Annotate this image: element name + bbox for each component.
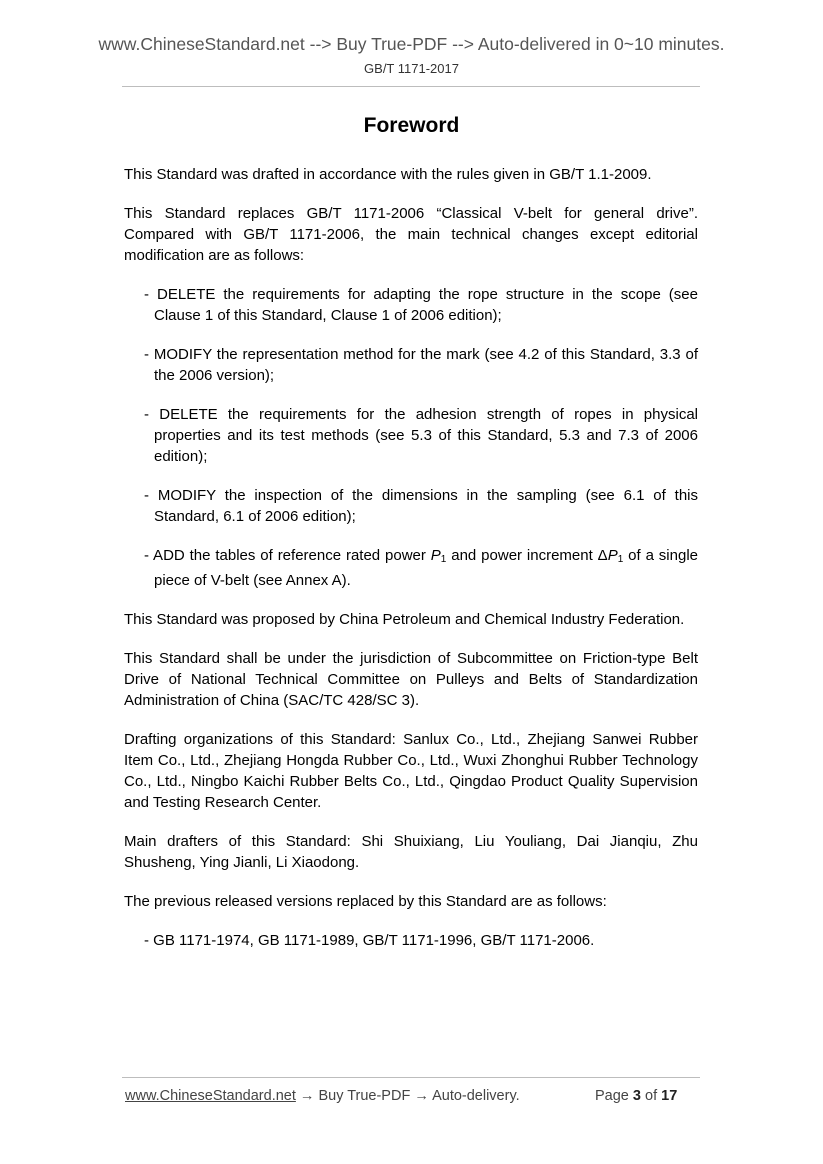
paragraph-proposed-by: This Standard was proposed by China Petroleum and Chemical Industry Federation.: [124, 611, 685, 628]
list-item: - MODIFY the inspection of the dimensions in the sampling (see 6.1 of this Standard, 6.1 of 2006 edition);: [144, 487, 698, 525]
list-item: - DELETE the requirements for the adhesion strength of ropes in physical properties and its test methods (see 5.3 of this Standard, 5.3 and 7.3 of 2006 edition);: [144, 406, 698, 465]
power-symbol: P: [430, 547, 441, 564]
list-item: [124, 545, 698, 591]
standard-number: GB/T 1171-2017: [364, 61, 459, 76]
paragraph-drafting-organizations: Drafting organizations of this Standard: Sanlux Co., Ltd., Zhejiang Sanwei Rubber Item Co., Ltd., Zhejiang Hongda Rubber Co., Ltd., Wuxi Zhonghui Rubber Technology Co., Ltd., Ningbo Kaichi Rubber Belts Co., Ltd., Qingdao Product Quality Supervision and Testing Research Center.: [124, 731, 698, 811]
of-label: of: [645, 1088, 658, 1104]
list-item-text: and power increment Δ: [446, 547, 608, 564]
power-subscript: 1: [440, 554, 447, 565]
list-item: - DELETE the requirements for adapting the rope structure in the scope (see Clause 1 of this Standard, Clause 1 of 2006 edition);: [144, 286, 698, 324]
page-title: Foreword: [363, 114, 460, 137]
paragraph-main-drafters: Main drafters of this Standard: Shi Shuixiang, Liu Youliang, Dai Jianqiu, Zhu Shusheng, Ying Jianli, Li Xiaodong.: [124, 833, 698, 871]
current-page: 3: [632, 1088, 641, 1104]
list-item: - GB 1171-1974, GB 1171-1989, GB/T 1171-1996, GB/T 1171-2006.: [144, 932, 595, 949]
footer-divider: [122, 1077, 700, 1078]
power-increment-symbol: P: [607, 547, 618, 564]
total-pages: 17: [661, 1088, 678, 1104]
document-body: [124, 164, 698, 969]
page-label: Page: [595, 1088, 629, 1104]
header-divider: [122, 86, 700, 87]
paragraph-jurisdiction: This Standard shall be under the jurisdiction of Subcommittee on Friction-type Belt Drive of National Technical Committee on Pulleys and Belts of Standardization Administration of China (SAC/TC 428/SC 3).: [124, 650, 698, 709]
power-increment-subscript: 1: [617, 554, 624, 565]
page-indicator: [595, 1088, 677, 1104]
footer-links: [125, 1088, 520, 1104]
footer-buy-text: Buy True-PDF: [318, 1088, 411, 1104]
arrow-right-icon: →: [414, 1088, 429, 1104]
list-item: - MODIFY the representation method for the mark (see 4.2 of this Standard, 3.3 of the 2006 version);: [144, 346, 698, 384]
paragraph-previous-versions: The previous released versions replaced by this Standard are as follows:: [124, 893, 607, 910]
header-banner: www.ChineseStandard.net --> Buy True-PDF --> Auto-delivered in 0~10 minutes.: [98, 34, 725, 54]
arrow-right-icon: →: [299, 1088, 315, 1104]
paragraph-drafting-rules: This Standard was drafted in accordance with the rules given in GB/T 1.1-2009.: [124, 166, 652, 183]
paragraph-replaces: This Standard replaces GB/T 1171-2006 “Classical V-belt for general drive”. Compared with GB/T 1171-2006, the main technical changes except editorial modification are as follows:: [124, 205, 698, 264]
website-link[interactable]: www.ChineseStandard.net: [125, 1088, 296, 1104]
list-item-text: - ADD the tables of reference rated power: [144, 547, 431, 564]
list-item-text: of a single piece of V-belt (see Annex A).: [154, 547, 699, 589]
footer-delivery-text: Auto-delivery.: [432, 1088, 520, 1104]
